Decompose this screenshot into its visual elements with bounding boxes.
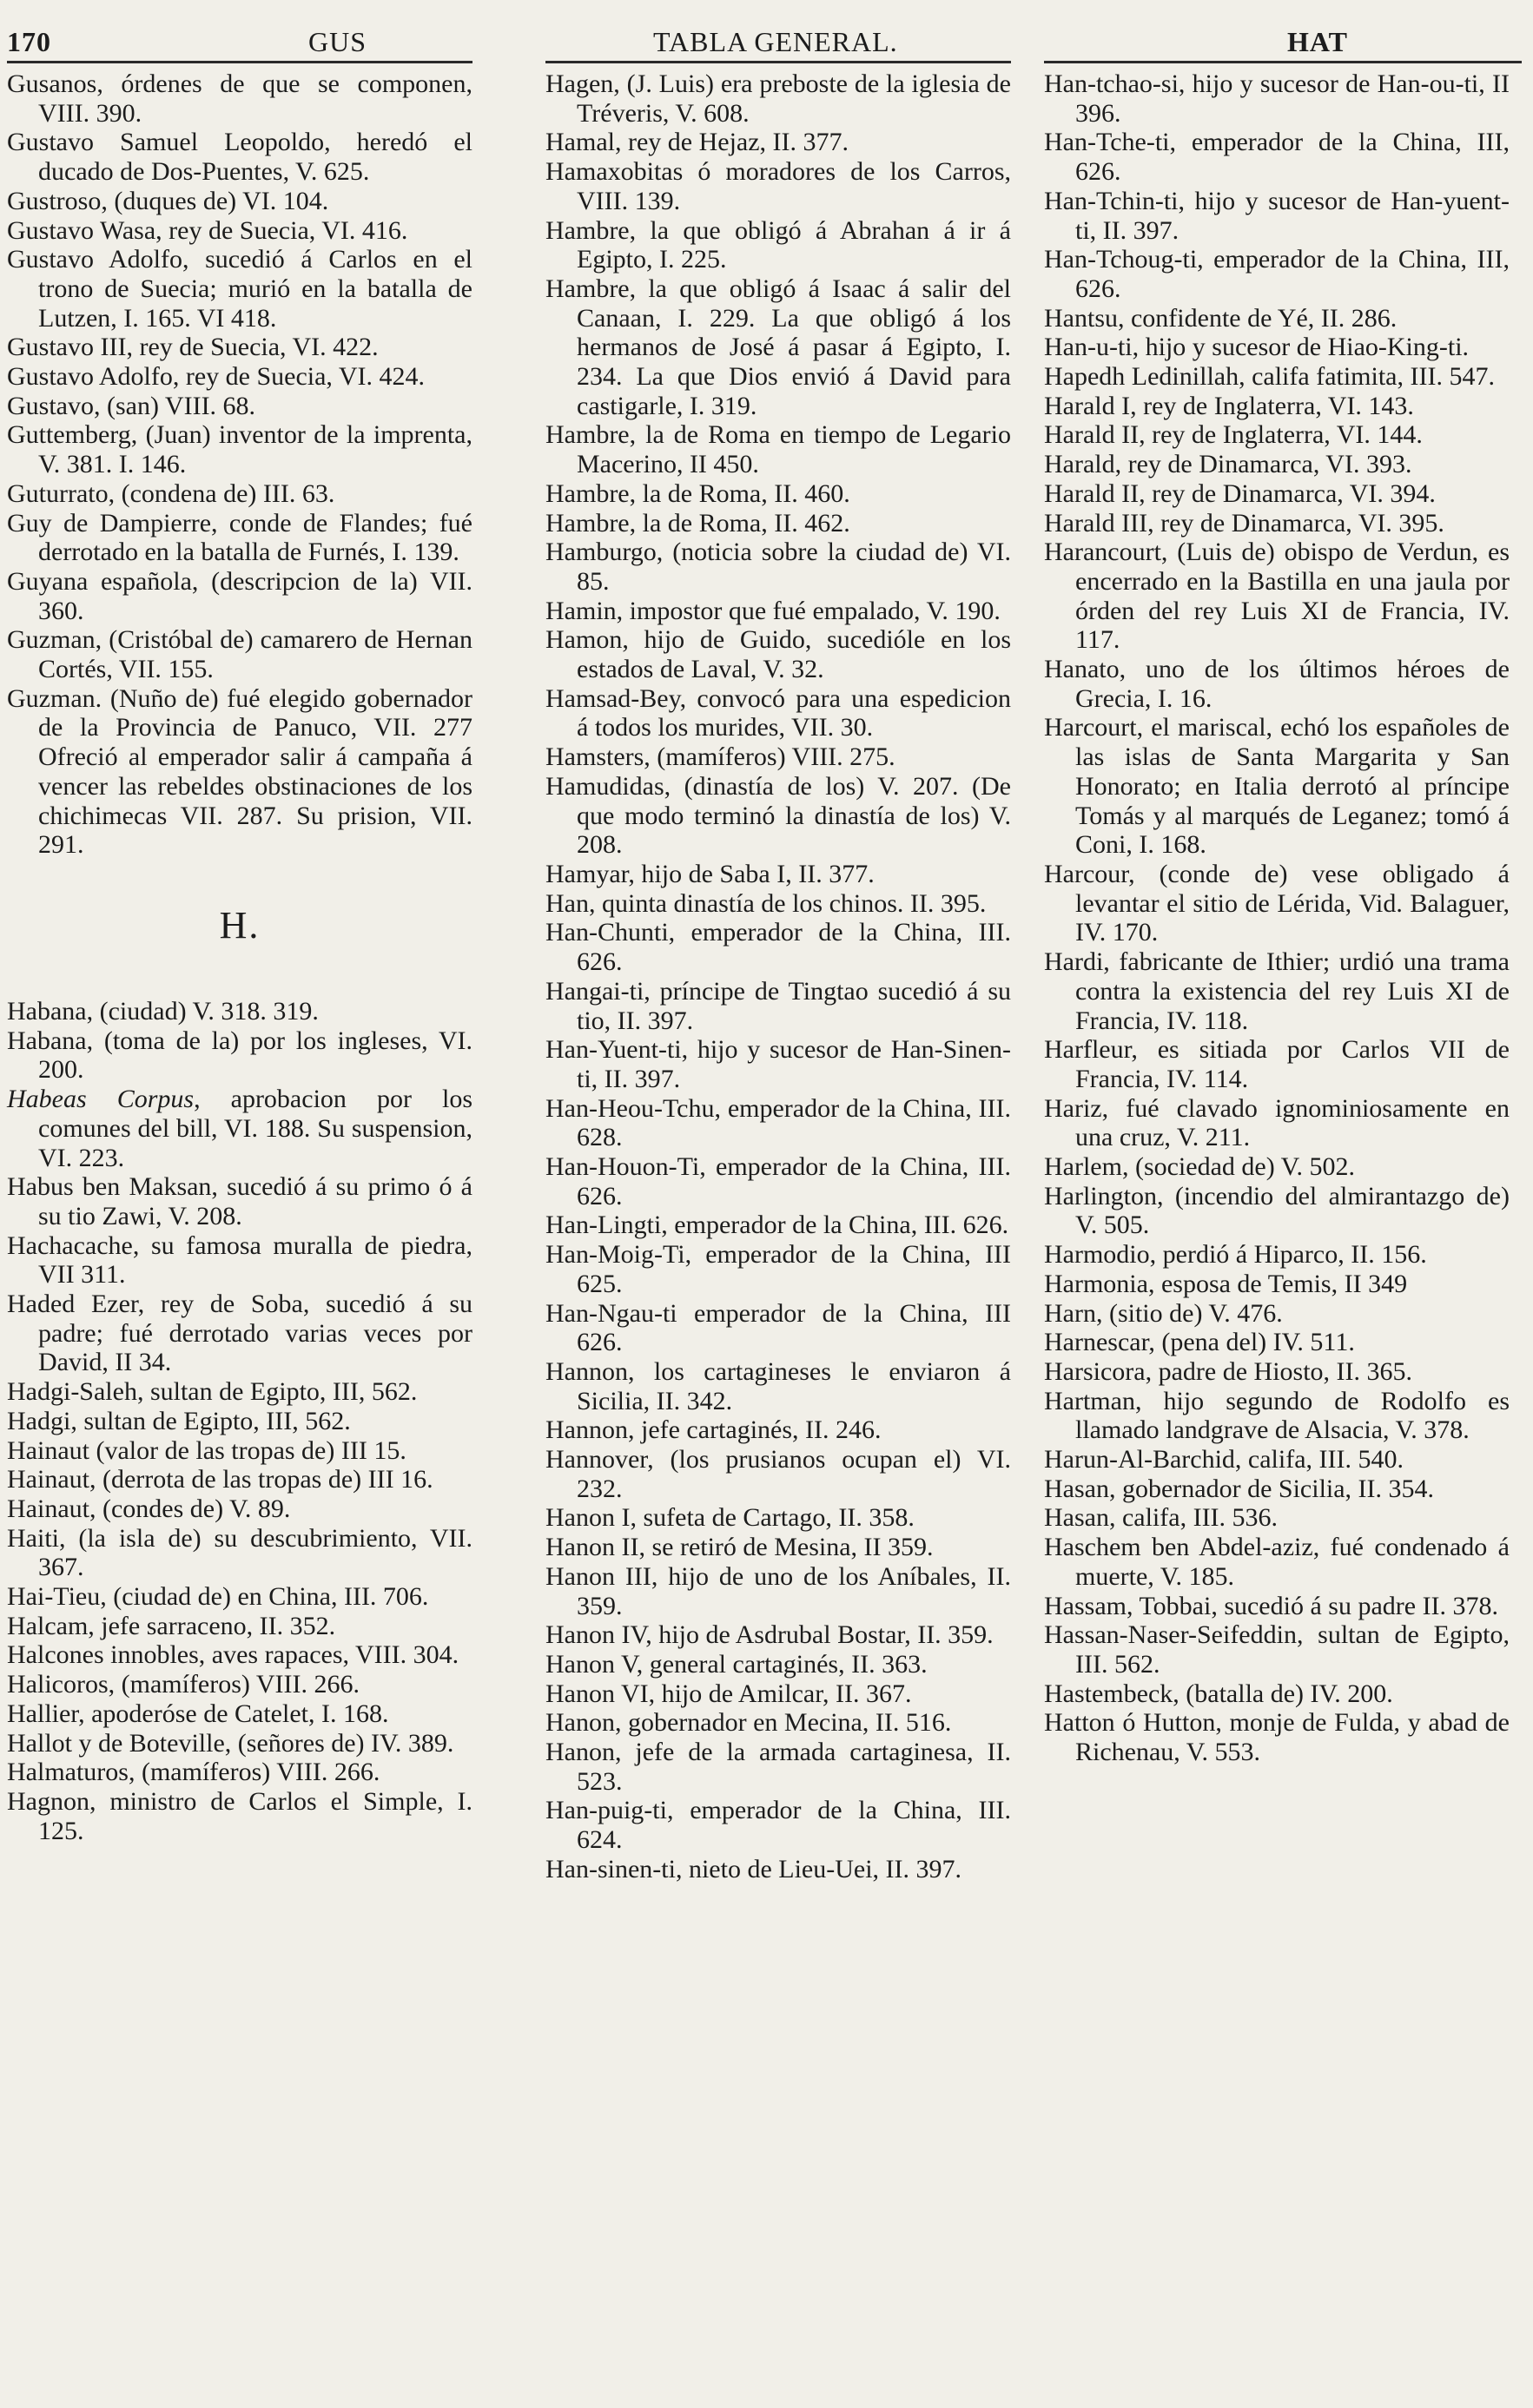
index-entry: Hanato, uno de los últimos héroes de Grecia, I. 16.: [1044, 655, 1510, 713]
index-entry: Han-Yuent-ti, hijo y sucesor de Han-Sinen-ti, II. 397.: [545, 1035, 1011, 1093]
index-entry: Haschem ben Abdel-aziz, fué condenado á muerte, V. 185.: [1044, 1533, 1510, 1591]
index-entry: Gustavo, (san) VIII. 68.: [7, 391, 256, 420]
index-entry: Hambre, la que obligó á Isaac á salir del Canaan, I. 229. La que obligó á los hermanos de José á pasar á Egipto, I. 234. La que Dios envió á David para castigarle, I. 319.: [545, 274, 1011, 420]
index-entry: Han-puig-ti, emperador de la China, III. 624.: [545, 1796, 1011, 1855]
letter-heading: H.: [219, 903, 261, 947]
index-entry: Hasan, califa, III. 536.: [1044, 1503, 1279, 1533]
index-entry: Harlem, (sociedad de) V. 502.: [1044, 1152, 1355, 1182]
index-entry: Hachacache, su famosa muralla de piedra, VII 311.: [7, 1230, 472, 1290]
page-header: [0, 7, 1533, 59]
index-entry: Hambre, la de Roma en tiempo de Legario Macerino, II 450.: [545, 420, 1011, 479]
index-entry: Hannon, los cartagineses le enviaron á Sicilia, II. 342.: [545, 1356, 1011, 1415]
index-entry: Hallot y de Boteville, (señores de) IV. 389.: [7, 1728, 454, 1758]
header-rule-right: [1044, 61, 1522, 63]
index-entry: Hagnon, ministro de Carlos el Simple, I. 125.: [7, 1786, 472, 1845]
index-entry: Gusanos, órdenes de que se componen, VIII. 390.: [7, 69, 472, 128]
index-entry: Harald III, rey de Dinamarca, VI. 395.: [1044, 508, 1444, 538]
index-entry: Han-sinen-ti, nieto de Lieu-Uei, II. 397.: [545, 1854, 962, 1884]
index-entry: Guyana española, (descripcion de la) VII. 360.: [7, 566, 472, 625]
index-entry: Gustroso, (duques de) VI. 104.: [7, 186, 329, 215]
header-left-word: GUS: [308, 26, 367, 57]
header-title: TABLA GENERAL.: [653, 26, 898, 57]
index-column-2: [545, 69, 1011, 1884]
index-entry: Hartman, hijo segundo de Rodolfo es llamado landgrave de Alsacia, V. 378.: [1044, 1386, 1510, 1445]
index-entry: Hariz, fué clavado ignominiosamente en una cruz, V. 211.: [1044, 1093, 1510, 1152]
index-entry: Hai-Tieu, (ciudad de) en China, III. 706.: [7, 1582, 429, 1612]
index-entry: Han-Tchin-ti, hijo y sucesor de Han-yuent-ti, II. 397.: [1044, 186, 1510, 245]
index-entry: Hanon, gobernador en Mecina, II. 516.: [545, 1708, 952, 1738]
index-entry: Habana, (toma de la) por los ingleses, VI. 200.: [7, 1026, 472, 1085]
index-entry: Guzman, (Cristóbal de) camarero de Hernan Cortés, VII. 155.: [7, 625, 472, 684]
index-entry: Han-Heou-Tchu, emperador de la China, III. 628.: [545, 1093, 1011, 1152]
index-entry: Hanon VI, hijo de Amilcar, II. 367.: [545, 1679, 912, 1708]
index-entry: Harsicora, padre de Hiosto, II. 365.: [1044, 1356, 1413, 1386]
index-entry: Haded Ezer, rey de Soba, sucedió á su padre; fué derrotado varias veces por David, II 34.: [7, 1290, 472, 1377]
index-entry: Hassan-Naser-Seifeddin, sultan de Egipto, III. 562.: [1044, 1620, 1510, 1679]
index-entry: Han-Tchoug-ti, emperador de la China, III, 626.: [1044, 245, 1510, 303]
index-entry: Halcam, jefe sarraceno, II. 352.: [7, 1611, 336, 1640]
index-entry: Hanon II, se retiró de Mesina, II 359.: [545, 1533, 934, 1562]
index-entry: Hantsu, confidente de Yé, II. 286.: [1044, 303, 1398, 333]
index-entry: Han-Tche-ti, emperador de la China, III, 626.: [1044, 128, 1510, 187]
index-entry: Harcourt, el mariscal, echó los españoles de las islas de Santa Margarita y San Honorato; en Italia derrotó al príncipe Tomás y al marqués de Leganez; tomó á Coni, I. 168.: [1044, 713, 1510, 860]
index-entry: Hangai-ti, príncipe de Tingtao sucedió á su tio, II. 397.: [545, 976, 1011, 1035]
index-entry: Hanon, jefe de la armada cartaginesa, II. 523.: [545, 1738, 1011, 1796]
index-entry: Hambre, la de Roma, II. 462.: [545, 508, 850, 538]
index-entry: Han-tchao-si, hijo y sucesor de Han-ou-ti, II 396.: [1044, 69, 1510, 128]
index-entry: Hallier, apoderóse de Catelet, I. 168.: [7, 1699, 389, 1728]
index-entry: Hamyar, hijo de Saba I, II. 377.: [545, 859, 875, 888]
index-entry: Halicoros, (mamíferos) VIII. 266.: [7, 1670, 360, 1699]
index-entry: Hainaut (valor de las tropas de) III 15.: [7, 1435, 406, 1465]
index-entry: Hanon I, sufeta de Cartago, II. 358.: [545, 1503, 915, 1533]
index-entry: Halmaturos, (mamíferos) VIII. 266.: [7, 1758, 380, 1787]
index-entry: Han-Houon-Ti, emperador de la China, III. 626.: [545, 1152, 1011, 1211]
index-entry: Hamal, rey de Hejaz, II. 377.: [545, 128, 849, 157]
index-entry: Hasan, gobernador de Sicilia, II. 354.: [1044, 1474, 1435, 1503]
index-entry: Harnescar, (pena del) IV. 511.: [1044, 1328, 1355, 1357]
index-entry: Harald, rey de Dinamarca, VI. 393.: [1044, 450, 1412, 479]
index-entry: Harfleur, es sitiada por Carlos VII de Francia, IV. 114.: [1044, 1035, 1510, 1093]
index-entry: Harald II, rey de Dinamarca, VI. 394.: [1044, 478, 1436, 508]
index-entry: Hannon, jefe cartaginés, II. 246.: [545, 1415, 882, 1445]
index-entry: Hamsters, (mamíferos) VIII. 275.: [545, 742, 895, 772]
index-entry: Gustavo Adolfo, sucedió á Carlos en el trono de Suecia; murió en la batalla de Lutzen, I. 165. VI 418.: [7, 245, 472, 333]
index-column-1: [7, 69, 472, 1845]
index-entry: Hanon III, hijo de uno de los Aníbales, II. 359.: [545, 1561, 1011, 1620]
italic-term: Habeas Corpus: [7, 1085, 195, 1114]
index-entry: Guturrato, (condena de) III. 63.: [7, 478, 335, 508]
column-1-entries-h: [7, 997, 472, 1845]
index-entry: Hambre, la de Roma, II. 460.: [545, 478, 850, 508]
index-entry: Hanon V, general cartaginés, II. 363.: [545, 1649, 928, 1679]
index-entry: Hainaut, (derrota de las tropas de) III 16.: [7, 1465, 433, 1494]
index-entry: Hambre, la que obligó á Abrahan á ir á Egipto, I. 225.: [545, 215, 1011, 274]
header-right-word: HAT: [1287, 26, 1348, 57]
index-entry: Han-Lingti, emperador de la China, III. 626.: [545, 1211, 1009, 1240]
index-entry: Harcour, (conde de) vese obligado á levantar el sitio de Lérida, Vid. Balaguer, IV. 170.: [1044, 859, 1510, 947]
index-entry: Han-u-ti, hijo y sucesor de Hiao-King-ti.: [1044, 333, 1470, 362]
index-entry: Harlington, (incendio del almirantazgo de) V. 505.: [1044, 1181, 1510, 1240]
index-entry: Hadgi-Saleh, sultan de Egipto, III, 562.: [7, 1377, 418, 1407]
index-entry: Gustavo Adolfo, rey de Suecia, VI. 424.: [7, 362, 426, 392]
index-entry: Hapedh Ledinillah, califa fatimita, III. 547.: [1044, 362, 1495, 392]
index-entry: Hainaut, (condes de) V. 89.: [7, 1494, 291, 1523]
index-entry: Harmonia, esposa de Temis, II 349: [1044, 1269, 1408, 1298]
index-entry: Hannover, (los prusianos ocupan el) VI. 232.: [545, 1445, 1011, 1503]
index-entry: Harald II, rey de Inglaterra, VI. 144.: [1044, 420, 1423, 450]
index-entry: Harald I, rey de Inglaterra, VI. 143.: [1044, 391, 1414, 420]
index-entry: Harmodio, perdió á Hiparco, II. 156.: [1044, 1240, 1427, 1270]
index-entry: Habana, (ciudad) V. 318. 319.: [7, 996, 319, 1026]
index-entry: Hamudidas, (dinastía de los) V. 207. (De que modo terminó la dinastía de los) V. 208.: [545, 771, 1011, 860]
index-entry: Hanon IV, hijo de Asdrubal Bostar, II. 359.: [545, 1620, 994, 1650]
index-entry: Hardi, fabricante de Ithier; urdió una trama contra la existencia del rey Luis XI de Francia, IV. 118.: [1044, 947, 1510, 1035]
index-entry: Hamsad-Bey, convocó para una espedicion á todos los murides, VII. 30.: [545, 683, 1011, 742]
index-entry: Hatton ó Hutton, monje de Fulda, y abad de Richenau, V. 553.: [1044, 1708, 1510, 1767]
index-entry: Harn, (sitio de) V. 476.: [1044, 1298, 1283, 1328]
column-1-entries-g: [7, 69, 472, 860]
index-entry: Hamburgo, (noticia sobre la ciudad de) VI. 85.: [545, 538, 1011, 596]
index-entry: Gustavo Samuel Leopoldo, heredó el ducado de Dos-Puentes, V. 625.: [7, 128, 472, 187]
index-entry: Guzman. (Nuño de) fué elegido gobernador de la Provincia de Panuco, VII. 277 Ofreció al emperador salir á campaña á vencer las rebeldes obstinaciones de los chichimecas VII. 287. Su prision, VII. 291.: [7, 683, 472, 860]
index-entry: Han-Moig-Ti, emperador de la China, III 625.: [545, 1240, 1011, 1298]
index-entry: Gustavo III, rey de Suecia, VI. 422.: [7, 333, 379, 362]
index-entry: Guttemberg, (Juan) inventor de la imprenta, V. 381. I. 146.: [7, 420, 472, 479]
index-entry: Hadgi, sultan de Egipto, III, 562.: [7, 1406, 351, 1435]
index-entry: Haiti, (la isla de) su descubrimiento, VII. 367.: [7, 1523, 472, 1582]
index-entry: Hamin, impostor que fué empalado, V. 190.: [545, 596, 1001, 625]
index-entry: Habeas Corpus, aprobacion por los comunes del bill, VI. 188. Su suspension, VI. 223.: [7, 1085, 473, 1172]
page-number: 170: [7, 26, 51, 57]
index-entry: Han-Ngau-ti emperador de la China, III 626.: [545, 1298, 1011, 1357]
index-column-3: [1044, 69, 1510, 1767]
header-rule-left: [7, 61, 472, 63]
index-entry: Habus ben Maksan, sucedió á su primo ó á su tio Zawi, V. 208.: [7, 1172, 472, 1230]
index-entry: Hassam, Tobbai, sucedió á su padre II. 378.: [1044, 1591, 1499, 1620]
index-entry: Gustavo Wasa, rey de Suecia, VI. 416.: [7, 215, 408, 245]
index-entry: Hastembeck, (batalla de) IV. 200.: [1044, 1679, 1393, 1708]
index-entry: Harun-Al-Barchid, califa, III. 540.: [1044, 1445, 1404, 1474]
header-rule-center: [545, 61, 1011, 63]
index-entry: Hamaxobitas ó moradores de los Carros, VIII. 139.: [545, 157, 1011, 215]
index-entry: Halcones innobles, aves rapaces, VIII. 304.: [7, 1640, 459, 1670]
index-entry: Hagen, (J. Luis) era preboste de la iglesia de Tréveris, V. 608.: [545, 69, 1011, 128]
index-entry: Han-Chunti, emperador de la China, III. 626.: [545, 918, 1011, 977]
index-entry: Guy de Dampierre, conde de Flandes; fué derrotado en la batalla de Furnés, I. 139.: [7, 508, 472, 567]
index-entry: Hamon, hijo de Guido, sucedióle en los estados de Laval, V. 32.: [545, 625, 1011, 684]
index-entry: Han, quinta dinastía de los chinos. II. 395.: [545, 888, 987, 918]
index-entry: Harancourt, (Luis de) obispo de Verdun, es encerrado en la Bastilla en una jaula por órden del rey Luis XI de Francia, IV. 117.: [1044, 538, 1510, 655]
